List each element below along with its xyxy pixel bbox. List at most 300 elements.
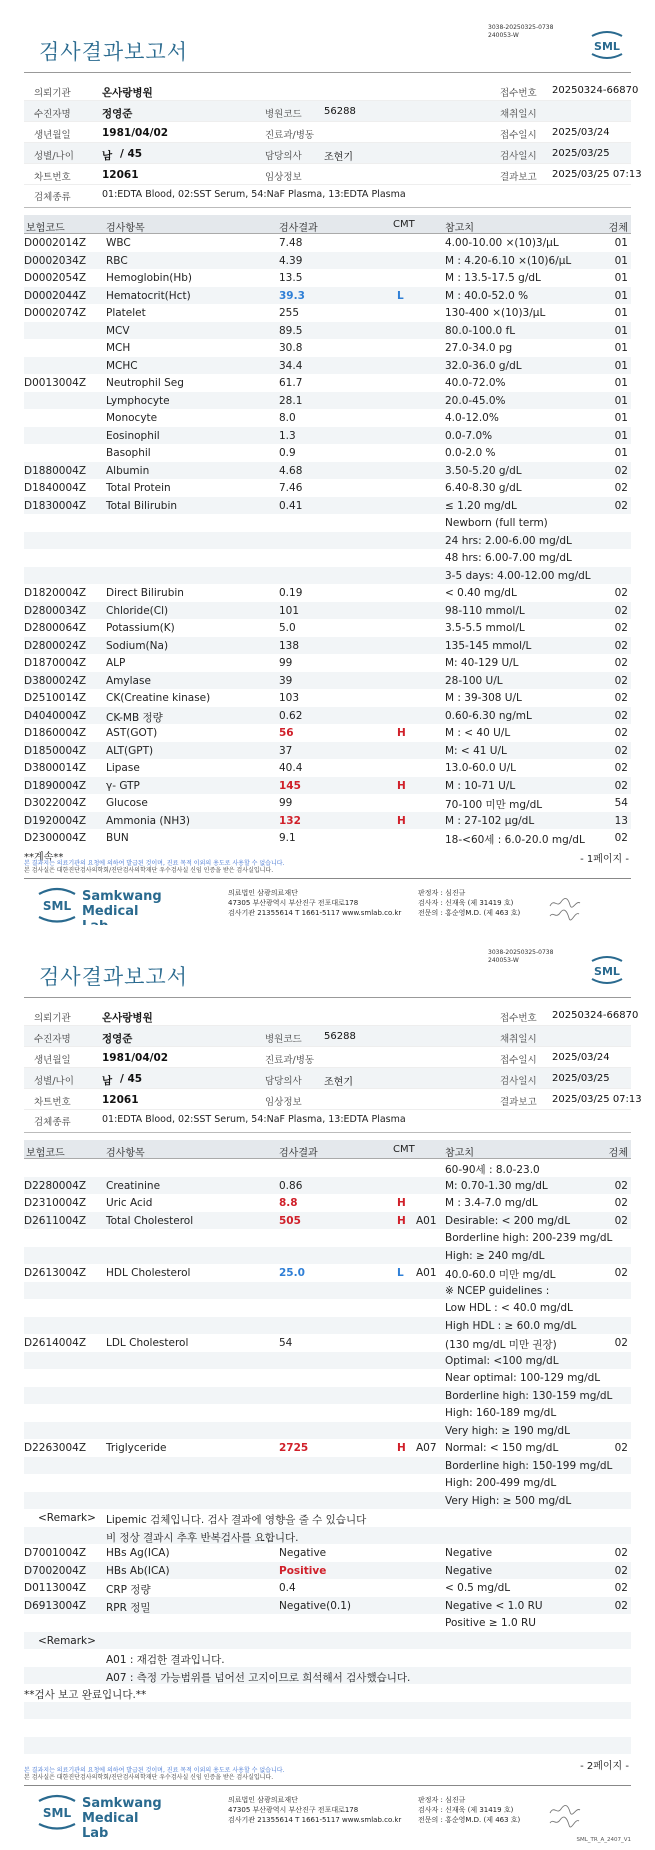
info-value: 남 (102, 150, 113, 162)
reference-range: 3-5 days: 4.00-12.00 mg/dL (445, 569, 591, 582)
table-row (24, 514, 631, 532)
test-name: MCHC (106, 359, 138, 372)
reference-range: 3.5-5.5 mmol/L (445, 622, 525, 634)
document-number (488, 949, 553, 965)
sml-logo-icon (588, 30, 626, 60)
info-value: 조현기 (324, 152, 353, 163)
info-row (24, 122, 631, 143)
test-result: 40.4 (279, 762, 303, 774)
test-name: Potassium(K) (106, 622, 175, 634)
info-value: 56288 (324, 1031, 356, 1042)
header-ref: 참고치 (445, 1148, 474, 1159)
test-name: Creatinine (106, 1179, 161, 1192)
reference-range: M: 40-129 U/L (445, 657, 519, 669)
footer-note-line: 본 결과지는 의료기관의 요청에 의하여 발급된 것이며, 진료 목적 이외의 용도로 사용할 수 없습니다. (24, 1767, 285, 1774)
test-name: Amylase (106, 674, 151, 687)
test-name: Ammonia (NH3) (106, 814, 191, 827)
table-row (24, 777, 631, 795)
test-result: 54 (279, 1337, 293, 1349)
info-value: / 45 (120, 1073, 143, 1085)
table-row (24, 1369, 631, 1387)
info-value: 20250324-66870 (552, 1010, 639, 1021)
table-row (24, 1684, 631, 1702)
test-name: CK-MB 정량 (106, 711, 163, 724)
reference-range: M : 39-308 U/L (445, 692, 522, 704)
table-row (24, 1667, 631, 1685)
staff-line: 전문의 : 홍순영M.D. (제 463 호) (418, 1816, 521, 1824)
table-row (24, 689, 631, 707)
continued-label: **계속** (24, 851, 64, 863)
table-row (24, 409, 631, 427)
table-row (24, 357, 631, 375)
reference-range: < 0.40 mg/dL (445, 587, 517, 599)
table-row (24, 1439, 631, 1457)
specimen-value: 01:EDTA Blood, 02:SST Serum, 54:NaF Plasma, 13:EDTA Plasma (102, 1114, 406, 1125)
info-label: 결과보고 (500, 172, 537, 183)
staff-line: 검사자 : 신재욱 (제 31419 호) (418, 1806, 514, 1814)
info-row (24, 1089, 642, 1110)
footer-note-line: 본 검사실은 대한진단검사의학회/진단검사의학재단 우수검사실 신임 인증을 받은 검사실입니다. (24, 1774, 274, 1781)
abnormal-flag: L (397, 1267, 404, 1279)
reference-range: 98-110 mmol/L (445, 604, 525, 617)
reference-range: < 0.5 mg/dL (445, 1582, 511, 1594)
header-result: 검사결과 (279, 1148, 318, 1159)
reference-range: 4.0-12.0% (445, 412, 499, 424)
specimen-code: 02 (614, 1442, 628, 1454)
remark-label: <Remark> (38, 1634, 96, 1647)
table-row (24, 234, 631, 252)
info-row (24, 1068, 631, 1089)
info-row (24, 80, 639, 101)
test-name: Triglyceride (106, 1442, 167, 1454)
insurance-code: D2263004Z (24, 1442, 87, 1454)
reference-range: Negative (445, 1547, 493, 1559)
reference-range: M: 0.70-1.30 mg/dL (445, 1179, 548, 1192)
insurance-code: D2510014Z (24, 692, 87, 704)
abnormal-flag: H (397, 727, 406, 739)
reference-range: Very high: ≥ 190 mg/dL (445, 1424, 570, 1437)
reference-range: 40.0-60.0 미만 mg/dL (445, 1269, 556, 1281)
info-value: 2025/03/24 (552, 127, 610, 138)
test-result: 5.0 (279, 622, 296, 634)
test-name: Eosinophil (106, 429, 160, 442)
samkwang-logo (36, 886, 162, 926)
reference-range: 20.0-45.0% (445, 394, 506, 407)
remark-text: A07 : 측정 가능범위를 넘어선 고지이므로 희석해서 검사했습니다. (106, 1671, 411, 1684)
specimen-code: 02 (614, 692, 628, 704)
test-result: 0.4 (279, 1582, 296, 1594)
test-result: 8.8 (279, 1197, 298, 1209)
info-label: 접수번호 (500, 1013, 537, 1024)
header-code: 보험코드 (26, 223, 65, 234)
form-version: SML_TR_A_2407_V1 (576, 1837, 631, 1843)
report-page-2 (0, 925, 655, 1850)
specimen-code: 02 (614, 587, 628, 599)
insurance-code: D1830004Z (24, 499, 87, 512)
test-name: Direct Bilirubin (106, 587, 184, 599)
info-label: 병원코드 (265, 109, 302, 120)
test-result: 4.39 (279, 254, 303, 267)
table-row (24, 1299, 631, 1317)
table-row (24, 637, 631, 655)
info-label: 생년월일 (34, 1055, 71, 1066)
samkwang-wordmark (82, 1796, 162, 1841)
info-label: 성별/나이 (34, 151, 74, 162)
reference-range: ≤ 1.20 mg/dL (445, 499, 517, 512)
info-label: 진료과/병동 (265, 1055, 315, 1066)
info-label: 결과보고 (500, 1097, 537, 1108)
info-label: 차트번호 (34, 172, 71, 183)
footer-divider (24, 878, 631, 879)
reference-range: 6.40-8.30 g/dL (445, 482, 522, 494)
info-value: 1981/04/02 (102, 1052, 169, 1064)
info-label: 의뢰기관 (34, 88, 71, 99)
reference-range: 18-<60세 : 6.0-20.0 mg/dL (445, 834, 585, 846)
report-title: 검사결과보고서 (39, 40, 189, 64)
reference-range: High: 160-189 mg/dL (445, 1407, 557, 1419)
insurance-code: D2614004Z (24, 1337, 87, 1349)
reference-range: M : 27-102 μg/dL (445, 814, 535, 827)
test-name: HBs Ag(ICA) (106, 1547, 170, 1559)
remark-label: <Remark> (38, 1512, 96, 1524)
info-value: 1981/04/02 (102, 127, 169, 139)
reference-range: M : < 40 U/L (445, 727, 511, 739)
test-name: HDL Cholesterol (106, 1267, 191, 1279)
table-row (24, 1422, 631, 1440)
doc-number-line: 240053-W (488, 32, 519, 39)
header-code: 보험코드 (26, 1148, 65, 1159)
sml-footer-logo-icon (36, 1793, 78, 1831)
reference-range: High: 200-499 mg/dL (445, 1477, 557, 1489)
specimen-code: 01 (614, 307, 628, 319)
info-label: 생년월일 (34, 130, 71, 141)
info-value: 2025/03/24 (552, 1052, 610, 1063)
info-value: / 45 (120, 148, 143, 160)
info-label: 의뢰기관 (34, 1013, 71, 1024)
info-label: 접수번호 (500, 88, 537, 99)
reference-range: M : 4.20-6.10 ×(10)6/μL (445, 254, 572, 267)
table-row (24, 724, 631, 742)
info-row (24, 1026, 631, 1047)
info-value: 2025/03/25 07:13 (552, 169, 642, 180)
info-label: 성별/나이 (34, 1076, 74, 1087)
footer-notes (24, 860, 284, 874)
reference-range: Near optimal: 100-129 mg/dL (445, 1372, 601, 1384)
specimen-code: 02 (614, 744, 628, 757)
test-name: ALT(GPT) (106, 744, 154, 757)
reference-range: Low HDL : < 40.0 mg/dL (445, 1302, 573, 1314)
logo-text: SML (594, 40, 620, 53)
organization-info (228, 1795, 401, 1825)
info-value: 12061 (102, 169, 139, 181)
info-row (24, 1005, 639, 1026)
specimen-code: 02 (614, 1547, 628, 1559)
insurance-code: D2310004Z (24, 1197, 87, 1209)
specimen-code: 01 (614, 237, 628, 249)
org-address: 47305 부산광역시 부산진구 전포대로178 (228, 1806, 359, 1814)
reference-range: Negative < 1.0 RU (445, 1599, 543, 1612)
table-row (24, 1159, 631, 1177)
reference-range: M : 3.4-7.0 mg/dL (445, 1197, 538, 1209)
specimen-code: 02 (614, 832, 628, 844)
header-cmt: CMT (393, 1144, 415, 1155)
reference-range: 4.00-10.00 ×(10)3/μL (445, 237, 559, 249)
reference-range: Normal: < 150 mg/dL (445, 1442, 559, 1454)
patient-info (24, 1005, 642, 1110)
table-row (24, 1614, 631, 1632)
info-label: 담당의사 (265, 1076, 302, 1087)
table-row (24, 1509, 631, 1527)
title-divider (24, 997, 631, 998)
table-row (24, 1527, 631, 1545)
footer-divider (24, 1785, 631, 1786)
insurance-code: D2611004Z (24, 1214, 87, 1227)
reference-range: Borderline high: 200-239 mg/dL (445, 1232, 613, 1244)
test-name: Uric Acid (106, 1197, 153, 1209)
insurance-code: D1920004Z (24, 814, 87, 827)
report-complete-note: **검사 보고 완료입니다.** (24, 1689, 147, 1701)
title-divider (24, 72, 631, 73)
reference-range: Desirable: < 200 mg/dL (445, 1214, 571, 1227)
test-name: RBC (106, 254, 128, 267)
comment-code: A01 (416, 1267, 437, 1279)
doc-number-line: 240053-W (488, 957, 519, 964)
reference-range: Borderline high: 150-199 mg/dL (445, 1459, 613, 1472)
specimen-code: 02 (614, 762, 628, 774)
specimen-code: 02 (614, 1179, 628, 1192)
insurance-code: D1820004Z (24, 587, 87, 599)
reference-range: 48 hrs: 6.00-7.00 mg/dL (445, 552, 572, 564)
table-row (24, 1177, 631, 1195)
table-row (24, 252, 631, 270)
info-value: 2025/03/25 07:13 (552, 1094, 642, 1105)
test-result: 4.68 (279, 464, 303, 477)
header-spec: 검체 (608, 223, 628, 234)
test-result: 0.19 (279, 587, 303, 599)
wordmark-line: Medical (82, 903, 139, 919)
test-result: 132 (279, 814, 301, 827)
table-row (24, 1387, 631, 1405)
table-row (24, 1229, 631, 1247)
test-result: 56 (279, 727, 294, 739)
table-row (24, 829, 631, 847)
test-name: HBs Ab(ICA) (106, 1564, 170, 1577)
table-row (24, 707, 631, 725)
test-result: 39.3 (279, 289, 305, 302)
org-name: 의료법인 삼광의료재단 (228, 888, 298, 897)
info-label: 접수일시 (500, 130, 537, 141)
org-address: 47305 부산광역시 부산진구 전포대로178 (228, 898, 359, 907)
specimen-code: 54 (614, 797, 628, 809)
info-label: 채취일시 (500, 109, 537, 120)
table-row (24, 654, 631, 672)
table-row (24, 1404, 631, 1422)
insurance-code: D1880004Z (24, 464, 87, 477)
specimen-code: 02 (614, 464, 628, 477)
test-name: WBC (106, 237, 131, 249)
remark-text: Lipemic 검체입니다. 검사 결과에 영향을 줄 수 있습니다 (106, 1514, 367, 1526)
test-result: 89.5 (279, 324, 303, 337)
test-result: 9.1 (279, 832, 296, 844)
test-result: 505 (279, 1214, 301, 1227)
signature-icon (548, 908, 582, 922)
signature-icon (548, 1815, 582, 1829)
org-contact: 검사기관 21355614 T 1661-5117 www.smlab.co.kr (228, 1816, 402, 1824)
specimen-code: 02 (614, 622, 628, 634)
test-name: RPR 정밀 (106, 1601, 151, 1614)
test-result: 1.3 (279, 429, 296, 442)
table-row (24, 1194, 631, 1212)
table-row (24, 1562, 631, 1580)
sml-footer-logo-icon (36, 886, 78, 924)
info-value: 온사랑병원 (102, 87, 153, 99)
header-result: 검사결과 (279, 223, 318, 234)
test-name: γ- GTP (106, 779, 140, 792)
info-label: 검사일시 (500, 151, 537, 162)
insurance-code: D0002014Z (24, 237, 87, 249)
test-name: Sodium(Na) (106, 639, 169, 652)
info-label: 검사일시 (500, 1076, 537, 1087)
info-value: 남 (102, 1075, 113, 1087)
reference-range: Optimal: <100 mg/dL (445, 1354, 559, 1367)
info-label: 수진자명 (34, 1034, 71, 1045)
table-row (24, 427, 631, 445)
patient-info (24, 80, 642, 185)
table-row (24, 322, 631, 340)
test-result: 25.0 (279, 1267, 305, 1279)
reference-range: 0.60-6.30 ng/mL (445, 709, 532, 722)
table-row (24, 567, 631, 585)
specimen-row (24, 185, 631, 205)
logo-text: SML (42, 898, 72, 913)
specimen-code: 01 (614, 324, 628, 337)
test-name: LDL Cholesterol (106, 1337, 189, 1349)
specimen-code: 01 (614, 342, 628, 354)
reference-range: 32.0-36.0 g/dL (445, 359, 522, 372)
insurance-code: D1890004Z (24, 779, 87, 792)
test-name: BUN (106, 832, 129, 844)
doc-number-line: 3038-20250325-0738 (488, 24, 554, 31)
results-table (24, 234, 631, 847)
insurance-code: D0002044Z (24, 289, 87, 302)
test-result: 34.4 (279, 359, 303, 372)
insurance-code: D0113004Z (24, 1582, 87, 1594)
insurance-code: D1860004Z (24, 727, 87, 739)
table-row (24, 742, 631, 760)
table-row (24, 304, 631, 322)
abnormal-flag: H (397, 1442, 406, 1454)
insurance-code: D3022004Z (24, 797, 87, 809)
reference-range: M : 13.5-17.5 g/dL (445, 272, 541, 284)
table-row (24, 812, 631, 830)
test-result: 0.86 (279, 1179, 303, 1192)
header-ref: 참고치 (445, 223, 474, 234)
test-result: 0.62 (279, 709, 303, 722)
test-result: 2725 (279, 1442, 309, 1454)
test-name: Lipase (106, 762, 140, 774)
test-name: Platelet (106, 307, 146, 319)
test-result: 255 (279, 307, 300, 319)
table-row (24, 1264, 631, 1282)
table-row (24, 532, 631, 550)
abnormal-flag: H (397, 779, 406, 792)
abnormal-flag: H (397, 814, 406, 827)
table-row (24, 287, 631, 305)
specimen-code: 02 (614, 1599, 628, 1612)
reference-range: 0.0-2.0 % (445, 447, 496, 459)
test-name: CK(Creatine kinase) (106, 692, 211, 704)
table-row (24, 1317, 631, 1335)
test-result: 99 (279, 657, 293, 669)
results-table (24, 1159, 631, 1754)
insurance-code: D2613004Z (24, 1267, 87, 1279)
specimen-code: 02 (614, 674, 628, 687)
specimen-code: 13 (614, 814, 628, 827)
reference-range: 40.0-72.0% (445, 377, 506, 389)
table-row (24, 497, 631, 515)
wordmark-line: Medical Lab (82, 1811, 139, 1841)
specimen-code: 01 (614, 394, 628, 407)
reference-range: Negative (445, 1564, 493, 1577)
specimen-divider (24, 207, 631, 208)
info-label: 수진자명 (34, 109, 71, 120)
reference-range: Very High: ≥ 500 mg/dL (445, 1494, 572, 1507)
reference-range: M: < 41 U/L (445, 744, 507, 757)
test-result: 61.7 (279, 377, 303, 389)
samkwang-logo (36, 1793, 162, 1841)
insurance-code: D3800024Z (24, 674, 87, 687)
table-row (24, 584, 631, 602)
comment-code: A07 (416, 1442, 437, 1454)
table-row (24, 1737, 631, 1755)
test-result: 138 (279, 639, 300, 652)
specimen-code: 02 (614, 1267, 628, 1279)
test-name: Hematocrit(Hct) (106, 289, 191, 302)
specimen-label: 검체종류 (34, 1117, 71, 1128)
test-name: AST(GOT) (106, 727, 158, 739)
specimen-code: 02 (614, 727, 628, 739)
info-value: 온사랑병원 (102, 1012, 153, 1024)
test-result: 30.8 (279, 342, 303, 354)
test-name: ALP (106, 657, 126, 669)
info-value: 2025/03/25 (552, 148, 610, 159)
header-cmt: CMT (393, 219, 415, 230)
table-row (24, 619, 631, 637)
table-row (24, 1579, 631, 1597)
logo-text: SML (594, 965, 620, 978)
test-result: 37 (279, 744, 293, 757)
table-row (24, 1282, 631, 1300)
reference-range: M : 10-71 U/L (445, 779, 516, 792)
document-number (488, 24, 553, 40)
footer-notes (24, 1767, 284, 1781)
test-name: Glucose (106, 797, 148, 809)
info-value: 정영준 (102, 1033, 133, 1045)
insurance-code: D2800064Z (24, 622, 87, 634)
table-row (24, 269, 631, 287)
table-row (24, 1544, 631, 1562)
info-label: 접수일시 (500, 1055, 537, 1066)
insurance-code: D0002034Z (24, 254, 87, 267)
info-label: 채취일시 (500, 1034, 537, 1045)
insurance-code: D2800034Z (24, 604, 87, 617)
test-result: 13.5 (279, 272, 303, 284)
table-row (24, 1212, 631, 1230)
table-row (24, 759, 631, 777)
specimen-code: 01 (614, 272, 628, 284)
staff-line: 판정자 : 심진규 (418, 1796, 466, 1804)
info-row (24, 1047, 631, 1068)
